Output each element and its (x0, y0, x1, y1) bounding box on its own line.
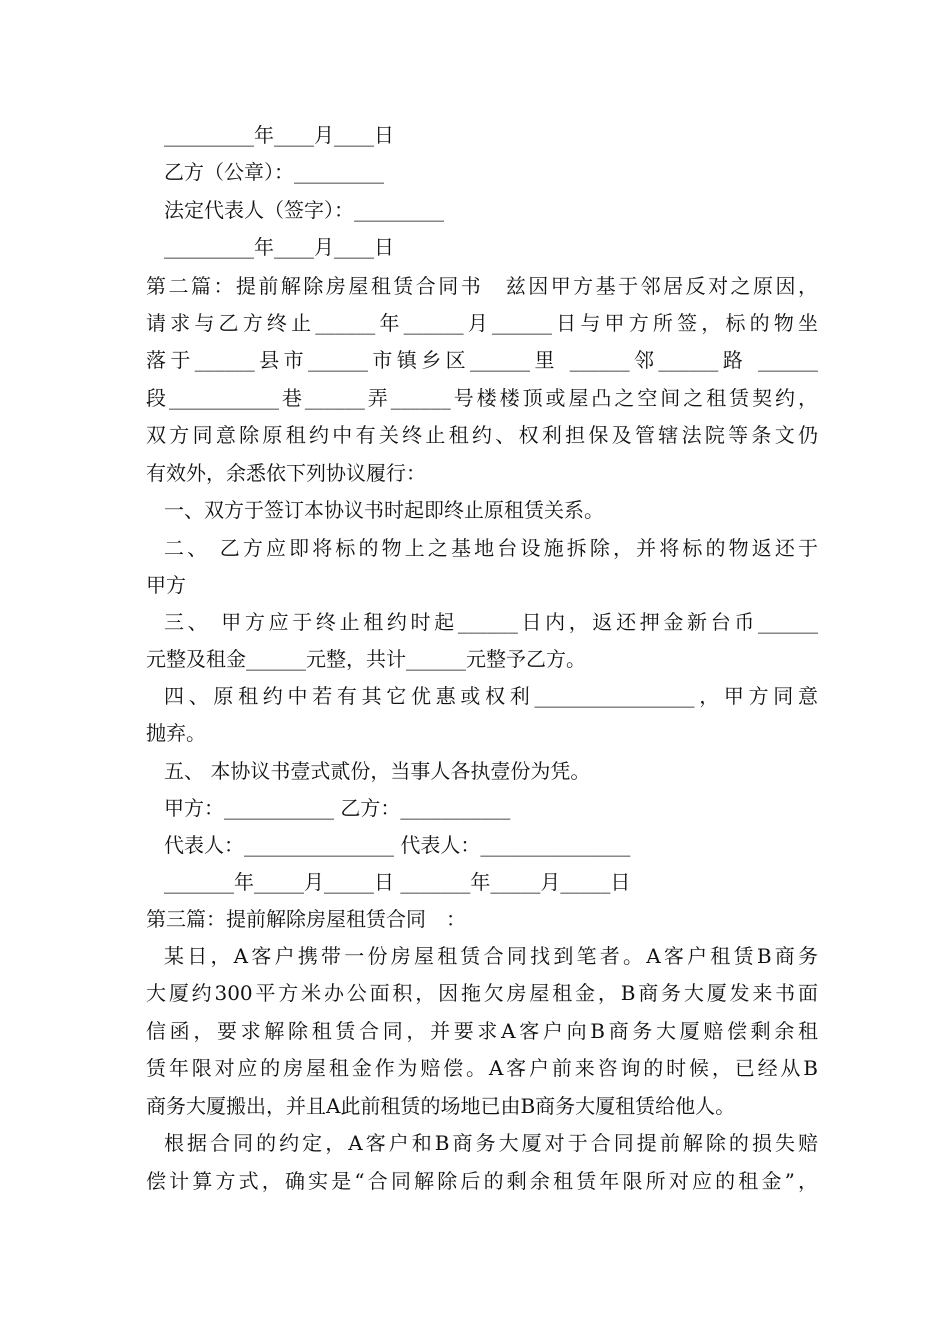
paragraph-line: 请求与乙方终止______年______月______日与甲方所签，标的物坐 (146, 311, 818, 335)
paragraph-line: 商务大厦搬出，并且A此前租赁的场地已由B商务大厦租赁给他人。 (146, 1094, 736, 1118)
paragraph-line: 双方同意除原租约中有关终止租约、权利担保及管辖法院等条文仍 (146, 423, 818, 447)
clause-2: 二、 乙方应即将标的物上之基地台设施拆除，并将标的物返还于 (164, 536, 818, 560)
paragraph-line: 根据合同的约定，A客户和B商务大厦对于合同提前解除的损失赔 (164, 1131, 818, 1155)
paragraph-line: 信函，要求解除租赁合同，并要求A客户向B商务大厦赔偿剩余租 (146, 1019, 818, 1043)
parties-line: 甲方：___________ 乙方：___________ (164, 796, 511, 820)
paragraph-line: 偿计算方式，确实是“合同解除后的剩余租赁年限所对应的租金”， (146, 1169, 818, 1193)
legal-rep-signature-line: 法定代表人（签字）：_________ (164, 198, 444, 222)
clause-3-continued: 元整及租金______元整，共计______元整予乙方。 (146, 647, 586, 671)
clause-4-continued: 抛弃。 (146, 721, 206, 745)
clause-2-continued: 甲方 (146, 573, 186, 597)
clause-1: 一、双方于签订本协议书时起即终止原租赁关系。 (164, 498, 604, 522)
date-line: _________年____月____日 (164, 123, 394, 147)
clause-3: 三、 甲方应于终止租约时起______日内，返还押金新台币______ (164, 610, 818, 634)
dates-line: _______年_____月_____日 _______年_____月_____日 (164, 870, 631, 894)
paragraph-line: 有效外，余悉依下列协议履行： (146, 461, 426, 485)
paragraph-line: 段___________巷______弄______号楼楼顶或屋凸之空间之租赁契约， (146, 386, 818, 410)
party-b-seal-line: 乙方（公章）：_________ (164, 160, 384, 184)
clause-5: 五、 本协议书壹式贰份，当事人各执壹份为凭。 (164, 759, 591, 783)
paragraph-line: 赁年限对应的房屋租金作为赔偿。A客户前来咨询的时候，已经从B (146, 1056, 818, 1080)
paragraph-line: 落于______县市______市镇乡区______里 ______邻______路 ______ (146, 348, 818, 372)
paragraph-line: 第二篇：提前解除房屋租赁合同书 兹因甲方基于邻居反对之原因， (146, 274, 818, 298)
clause-4: 四、原租约中若有其它优惠或权利________________，甲方同意 (164, 684, 818, 708)
section-heading: 第三篇：提前解除房屋租赁合同 ： (146, 907, 466, 931)
representatives-line: 代表人：_______________ 代表人：_______________ (164, 833, 631, 857)
date-line: _________年____月____日 (164, 235, 394, 259)
paragraph-line: 大厦约300平方米办公面积，因拖欠房屋租金，B商务大厦发来书面 (146, 981, 818, 1005)
paragraph-line: 某日，A客户携带一份房屋租赁合同找到笔者。A客户租赁B商务 (164, 944, 818, 968)
